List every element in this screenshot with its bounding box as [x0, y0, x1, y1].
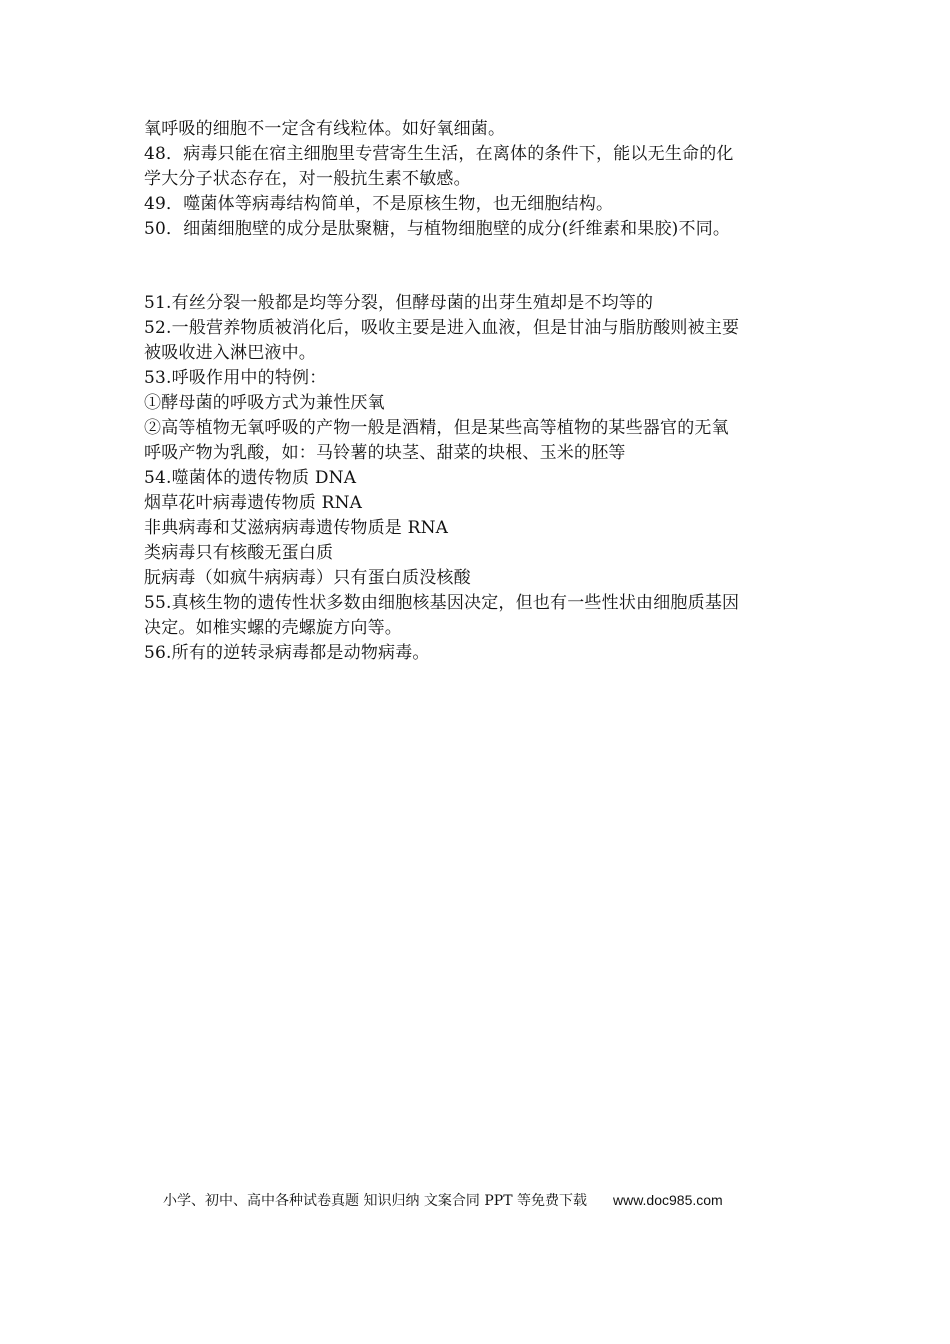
text-line: 51.有丝分裂一般都是均等分裂，但酵母菌的出芽生殖却是不均等的	[144, 293, 654, 313]
text-line: 氧呼吸的细胞不一定含有线粒体。如好氧细菌。	[144, 119, 506, 139]
text-line: 48．病毒只能在宿主细胞里专营寄生生活，在离体的条件下，能以无生命的化	[144, 144, 734, 164]
text-line: 被吸收进入淋巴液中。	[144, 343, 316, 363]
text-line: 56.所有的逆转录病毒都是动物病毒。	[144, 643, 430, 663]
text-line: 52.一般营养物质被消化后，吸收主要是进入血液，但是甘油与脂肪酸则被主要	[144, 318, 740, 338]
text-line: 类病毒只有核酸无蛋白质	[144, 543, 334, 563]
text-line: 呼吸产物为乳酸，如：马铃薯的块茎、甜菜的块根、玉米的胚等	[144, 443, 626, 463]
text-line: 49．噬菌体等病毒结构简单，不是原核生物，也无细胞结构。	[144, 194, 614, 214]
text-line: 朊病毒（如疯牛病病毒）只有蛋白质没核酸	[144, 568, 471, 588]
section-a	[144, 117, 814, 242]
text-line: 学大分子状态存在，对一般抗生素不敏感。	[144, 169, 471, 189]
text-line: 烟草花叶病毒遗传物质 RNA	[144, 493, 363, 513]
text-line: 55.真核生物的遗传性状多数由细胞核基因决定，但也有一些性状由细胞质基因	[144, 593, 740, 613]
document-body	[144, 117, 814, 666]
text-line: 54.噬菌体的遗传物质 DNA	[144, 468, 357, 488]
footer-site-link[interactable]: www.doc985.com	[612, 1192, 723, 1208]
text-line: 决定。如椎实螺的壳螺旋方向等。	[144, 618, 402, 638]
text-line: 50．细菌细胞壁的成分是肽聚糖，与植物细胞壁的成分(纤维素和果胶)不同。	[144, 219, 731, 239]
text-line: ②高等植物无氧呼吸的产物一般是酒精，但是某些高等植物的某些器官的无氧	[144, 418, 729, 438]
text-line: 53.呼吸作用中的特例：	[144, 368, 327, 388]
section-b	[144, 291, 814, 666]
section-spacer	[144, 242, 814, 291]
footer-text: 小学、初中、高中各种试卷真题 知识归纳 文案合同 PPT 等免费下载	[163, 1193, 587, 1209]
text-line: 非典病毒和艾滋病病毒遗传物质是 RNA	[144, 518, 449, 538]
page-footer	[163, 1190, 863, 1211]
text-line: ①酵母菌的呼吸方式为兼性厌氧	[144, 393, 385, 413]
